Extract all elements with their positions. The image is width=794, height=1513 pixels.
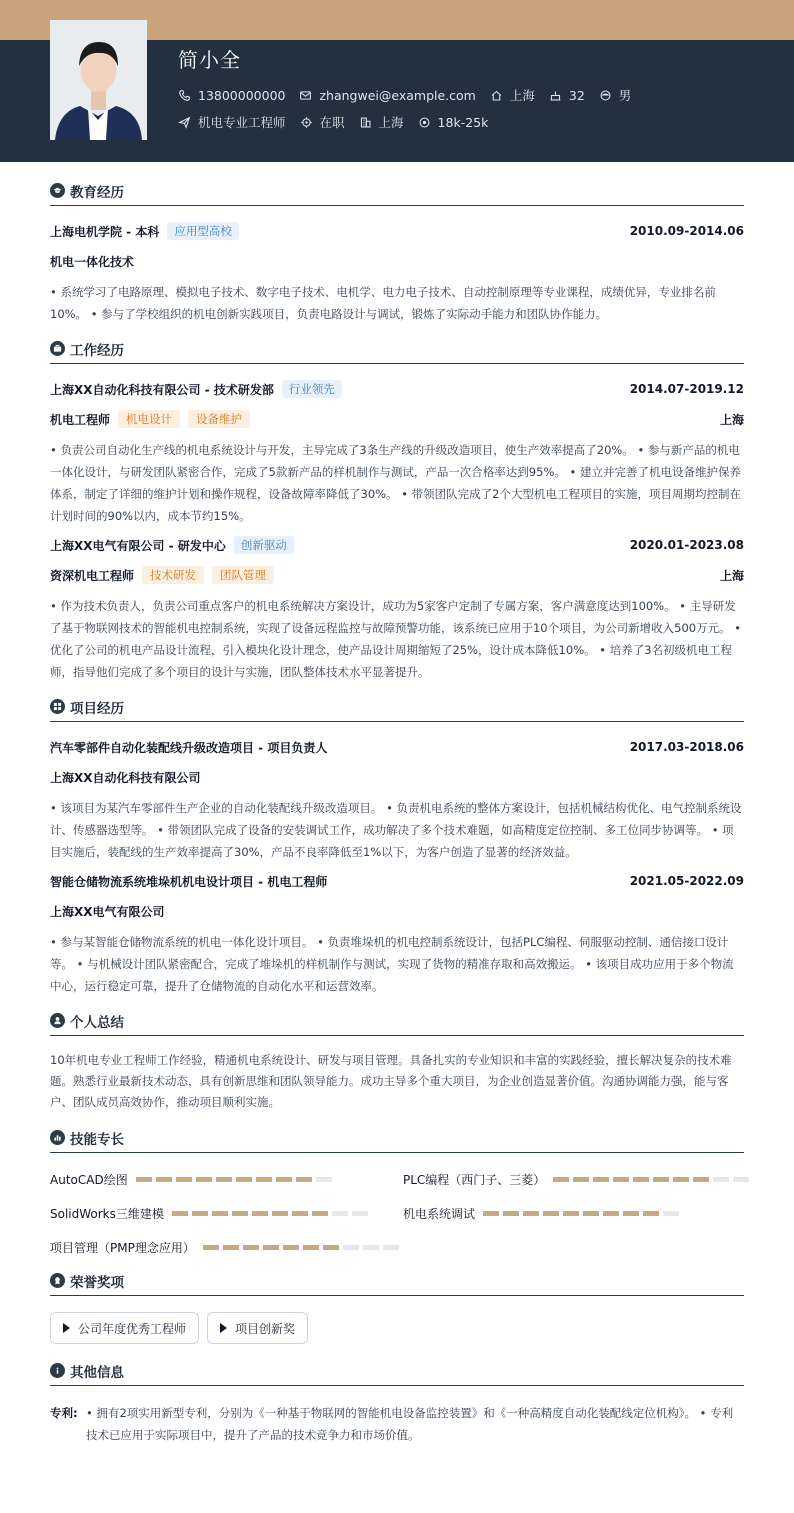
major-name: 机电一体化技术 bbox=[50, 254, 135, 269]
work-city: 上海 bbox=[719, 568, 744, 583]
target-city-text: 上海 bbox=[378, 115, 404, 130]
education-date: 2010.09-2014.06 bbox=[629, 224, 744, 238]
project-name: 汽车零部件自动化装配线升级改造项目 - 项目负责人 bbox=[50, 740, 328, 755]
awards-section-header bbox=[50, 1266, 744, 1296]
project-entry bbox=[50, 866, 744, 1000]
skill-level-segment bbox=[312, 1211, 328, 1216]
project-company: 上海XX电气有限公司 bbox=[50, 904, 165, 919]
skill-name: 机电系统调试 bbox=[403, 1206, 476, 1221]
award-icon bbox=[50, 1273, 65, 1288]
patent-text: • 拥有2项实用新型专利，分别为《一种基于物联网的智能机电设备监控装置》和《一种高精度自动化装配线定位机构》。 • 专利技术已应用于实际项目中，提升了产品的技术竞争力和市场价值。 bbox=[86, 1406, 734, 1442]
awards-list bbox=[50, 1306, 744, 1356]
skill-level-bar bbox=[172, 1211, 372, 1216]
candidate-name: 简小全 bbox=[178, 48, 241, 72]
skill-level-segment bbox=[292, 1211, 308, 1216]
company-name: 上海XX电气有限公司 - 研发中心 bbox=[50, 538, 226, 553]
work-section-header bbox=[50, 334, 744, 364]
profile-photo bbox=[50, 20, 147, 140]
company-tag: 创新驱动 bbox=[234, 536, 294, 554]
education-entry bbox=[50, 216, 744, 246]
skill-level-bar bbox=[203, 1245, 403, 1250]
gear-icon bbox=[300, 116, 313, 129]
grid-icon bbox=[50, 699, 65, 714]
skill-level-segment bbox=[713, 1177, 729, 1182]
job-title-info bbox=[178, 113, 286, 131]
project-entry bbox=[50, 732, 744, 866]
skill-level-segment bbox=[323, 1245, 339, 1250]
play-icon bbox=[220, 1323, 227, 1333]
skill-level-segment bbox=[276, 1177, 292, 1182]
contact-info-row bbox=[178, 86, 645, 104]
school-name: 上海电机学院 - 本科 bbox=[50, 224, 160, 239]
job-role: 机电工程师 bbox=[50, 412, 111, 427]
salary-info bbox=[418, 115, 489, 130]
skill-level-segment bbox=[503, 1211, 519, 1216]
skill-level-bar bbox=[483, 1211, 683, 1216]
skill-level-segment bbox=[603, 1211, 619, 1216]
work-desc: • 负责公司自动化生产线的机电系统设计与开发，主导完成了3条生产线的升级改造项目，使生产效率提高了20%。 • 参与新产品的机电一体化设计，与研发团队紧密合作，完成了5款新产品的样机制作与测试，产品一次合格率达到95%。 • 建立并完善了机电设备维护保养体系，制定了详细的维护计划和操作规程，设备故障率降低了30%。 • 带领团队完成了2个大型机电工程项目的实施，项目周期均控制在计划时间的90%以内，成本节约15%。 bbox=[50, 443, 741, 523]
other-title: 其他信息 bbox=[70, 1364, 124, 1381]
phone-icon bbox=[178, 89, 191, 102]
projects-title: 项目经历 bbox=[70, 700, 124, 717]
home-icon bbox=[490, 89, 503, 102]
skill-level-segment bbox=[483, 1211, 499, 1216]
project-desc: • 该项目为某汽车零部件生产企业的自动化装配线升级改造项目。 • 负责机电系统的整体方案设计，包括机械结构优化、电气控制系统设计、传感器选型等。 • 带领团队完成了设备的安装调试工作，成功解决了多个技术难题，如高精度定位控制、多工位同步协调等。 • 项目实施后，装配线的生产效率提高了30%，产品不良率降低至1%以下，为客户创造了显著的经济效益。 bbox=[50, 801, 742, 859]
skill-item bbox=[50, 1236, 403, 1258]
skill-level-segment bbox=[673, 1177, 689, 1182]
bar-chart-icon bbox=[50, 1130, 65, 1145]
skill-level-segment bbox=[613, 1177, 629, 1182]
gender-info bbox=[599, 86, 632, 104]
skill-level-segment bbox=[216, 1177, 232, 1182]
skill-level-segment bbox=[136, 1177, 152, 1182]
skill-level-segment bbox=[303, 1245, 319, 1250]
skill-level-segment bbox=[623, 1211, 639, 1216]
gender-icon bbox=[599, 89, 612, 102]
job-role: 资深机电工程师 bbox=[50, 568, 135, 583]
skills-list bbox=[50, 1163, 744, 1266]
work-date: 2014.07-2019.12 bbox=[629, 382, 744, 396]
skill-level-segment bbox=[543, 1211, 559, 1216]
skill-level-segment bbox=[256, 1177, 272, 1182]
location-info bbox=[490, 86, 535, 104]
other-info bbox=[50, 1396, 744, 1446]
skill-level-segment bbox=[573, 1177, 589, 1182]
skill-level-segment bbox=[523, 1211, 539, 1216]
send-icon bbox=[178, 116, 191, 129]
skill-level-segment bbox=[653, 1177, 669, 1182]
work-city: 上海 bbox=[719, 412, 744, 427]
coin-icon bbox=[418, 116, 431, 129]
location-text: 上海 bbox=[509, 88, 535, 103]
summary-title: 个人总结 bbox=[70, 1014, 124, 1031]
skill-name: AutoCAD绘图 bbox=[50, 1172, 128, 1187]
education-section-header bbox=[50, 176, 744, 206]
skill-level-segment bbox=[343, 1245, 359, 1250]
skill-level-segment bbox=[633, 1177, 649, 1182]
skill-level-segment bbox=[352, 1211, 368, 1216]
skill-level-segment bbox=[363, 1245, 379, 1250]
skill-level-segment bbox=[203, 1245, 219, 1250]
skill-level-segment bbox=[383, 1245, 399, 1250]
skill-tag: 机电设计 bbox=[118, 410, 180, 428]
skill-level-segment bbox=[583, 1211, 599, 1216]
target-city-info bbox=[359, 113, 404, 131]
skills-section-header bbox=[50, 1123, 744, 1153]
skill-level-segment bbox=[243, 1245, 259, 1250]
skill-level-segment bbox=[733, 1177, 749, 1182]
skill-level-bar bbox=[553, 1177, 753, 1182]
work-entry bbox=[50, 530, 744, 686]
skill-level-segment bbox=[316, 1177, 332, 1182]
skill-level-segment bbox=[643, 1211, 659, 1216]
skill-item bbox=[403, 1202, 744, 1224]
skill-tag: 团队管理 bbox=[212, 566, 274, 584]
skill-level-segment bbox=[252, 1211, 268, 1216]
education-desc: • 系统学习了电路原理、模拟电子技术、数字电子技术、电机学、电力电子技术、自动控制原理等专业课程，成绩优异，专业排名前10%。 • 参与了学校组织的机电创新实践项目，负责电路设计与调试，锻炼了实际动手能力和团队协作能力。 bbox=[50, 285, 716, 321]
award-item bbox=[207, 1312, 308, 1344]
skill-tag: 设备维护 bbox=[188, 410, 250, 428]
email-text: zhangwei@example.com bbox=[319, 87, 476, 103]
school-tag: 应用型高校 bbox=[167, 222, 239, 240]
project-name: 智能仓储物流系统堆垛机机电设计项目 - 机电工程师 bbox=[50, 874, 328, 889]
skill-level-segment bbox=[232, 1211, 248, 1216]
summary-section-header bbox=[50, 1006, 744, 1036]
phone-text: 13800000000 bbox=[198, 87, 286, 103]
skill-level-bar bbox=[136, 1177, 336, 1182]
major-row bbox=[50, 246, 744, 276]
project-date: 2021.05-2022.09 bbox=[629, 874, 744, 888]
skill-level-segment bbox=[283, 1245, 299, 1250]
skill-level-segment bbox=[156, 1177, 172, 1182]
salary-text: 18k-25k bbox=[437, 114, 489, 130]
skill-level-segment bbox=[693, 1177, 709, 1182]
skill-level-segment bbox=[663, 1211, 679, 1216]
skill-level-segment bbox=[593, 1177, 609, 1182]
skill-tag: 技术研发 bbox=[142, 566, 204, 584]
awards-title: 荣誉奖项 bbox=[70, 1274, 124, 1291]
skill-name: PLC编程（西门子、三菱） bbox=[403, 1172, 546, 1187]
work-date: 2020.01-2023.08 bbox=[629, 538, 744, 552]
work-title: 工作经历 bbox=[70, 342, 124, 359]
job-title-text: 机电专业工程师 bbox=[198, 115, 286, 130]
projects-section-header bbox=[50, 692, 744, 722]
award-label: 项目创新奖 bbox=[235, 1321, 296, 1336]
skill-name: 项目管理（PMP理念应用） bbox=[50, 1240, 195, 1255]
project-date: 2017.03-2018.06 bbox=[629, 740, 744, 754]
skill-level-segment bbox=[176, 1177, 192, 1182]
skill-level-segment bbox=[272, 1211, 288, 1216]
graduation-cap-icon bbox=[50, 183, 65, 198]
project-desc: • 参与某智能仓储物流系统的机电一体化设计项目。 • 负责堆垛机的机电控制系统设计，包括PLC编程、伺服驱动控制、通信接口设计等。 • 与机械设计团队紧密配合，完成了堆垛机的样机制作与测试，实现了货物的精准存取和高效搬运。 • 该项目成功应用于多个物流中心，运行稳定可靠，提升了仓储物流的自动化水平和运营效率。 bbox=[50, 935, 734, 993]
info-icon bbox=[50, 1363, 65, 1378]
age-info bbox=[549, 88, 585, 103]
other-section-header bbox=[50, 1356, 744, 1386]
patent-label: 专利: bbox=[50, 1406, 78, 1420]
cake-icon bbox=[549, 89, 562, 102]
skill-level-segment bbox=[553, 1177, 569, 1182]
work-entry bbox=[50, 374, 744, 530]
email-info bbox=[299, 88, 475, 103]
skills-title: 技能专长 bbox=[70, 1131, 124, 1148]
play-icon bbox=[63, 1323, 70, 1333]
skill-level-segment bbox=[296, 1177, 312, 1182]
job-info-row bbox=[178, 113, 502, 131]
work-desc: • 作为技术负责人，负责公司重点客户的机电系统解决方案设计，成功为5家客户定制了专属方案，客户满意度达到100%。 • 主导研发了基于物联网技术的智能机电控制系统，实现了设备远程监控与故障预警功能，该系统已应用于10个项目，为公司新增收入500万元。 • 优化了公司的机电产品设计流程，引入模块化设计理念，使产品设计周期缩短了25%，设计成本降低10%。 • 培养了3名初级机电工程师，指导他们完成了多个项目的设计与实施，团队整体技术水平显著提升。 bbox=[50, 599, 742, 679]
skill-level-segment bbox=[332, 1211, 348, 1216]
skill-level-segment bbox=[192, 1211, 208, 1216]
skill-level-segment bbox=[172, 1211, 188, 1216]
award-item bbox=[50, 1312, 199, 1344]
phone-info bbox=[178, 88, 285, 103]
company-tag: 行业领先 bbox=[282, 380, 342, 398]
skill-item bbox=[403, 1168, 744, 1190]
skill-level-segment bbox=[223, 1245, 239, 1250]
user-icon bbox=[50, 1013, 65, 1028]
resume-content bbox=[50, 176, 744, 1446]
skill-item bbox=[50, 1168, 403, 1190]
gender-text: 男 bbox=[618, 88, 632, 103]
skill-item bbox=[50, 1202, 403, 1224]
skill-level-segment bbox=[563, 1211, 579, 1216]
age-text: 32 bbox=[568, 87, 585, 103]
summary-text: 10年机电专业工程师工作经验，精通机电系统设计、研发与项目管理。具备扎实的专业知识和丰富的实践经验，擅长解决复杂的技术难题。熟悉行业最新技术动态，具有创新思维和团队领导能力。成功主导多个重大项目，为企业创造显著价值。沟通协调能力强，能与客户、团队成员高效协作，推动项目顺利实施。 bbox=[50, 1053, 732, 1109]
briefcase-icon bbox=[50, 341, 65, 356]
award-label: 公司年度优秀工程师 bbox=[78, 1321, 187, 1336]
project-company: 上海XX自动化科技有限公司 bbox=[50, 770, 201, 785]
skill-level-segment bbox=[236, 1177, 252, 1182]
skill-level-segment bbox=[263, 1245, 279, 1250]
status-info bbox=[300, 113, 345, 131]
skill-level-segment bbox=[196, 1177, 212, 1182]
skill-level-segment bbox=[212, 1211, 228, 1216]
skill-name: SolidWorks三维建模 bbox=[50, 1206, 164, 1221]
company-name: 上海XX自动化科技有限公司 - 技术研发部 bbox=[50, 382, 274, 397]
education-title: 教育经历 bbox=[70, 184, 124, 201]
mail-icon bbox=[299, 89, 312, 102]
status-text: 在职 bbox=[319, 115, 345, 130]
building-icon bbox=[359, 116, 372, 129]
